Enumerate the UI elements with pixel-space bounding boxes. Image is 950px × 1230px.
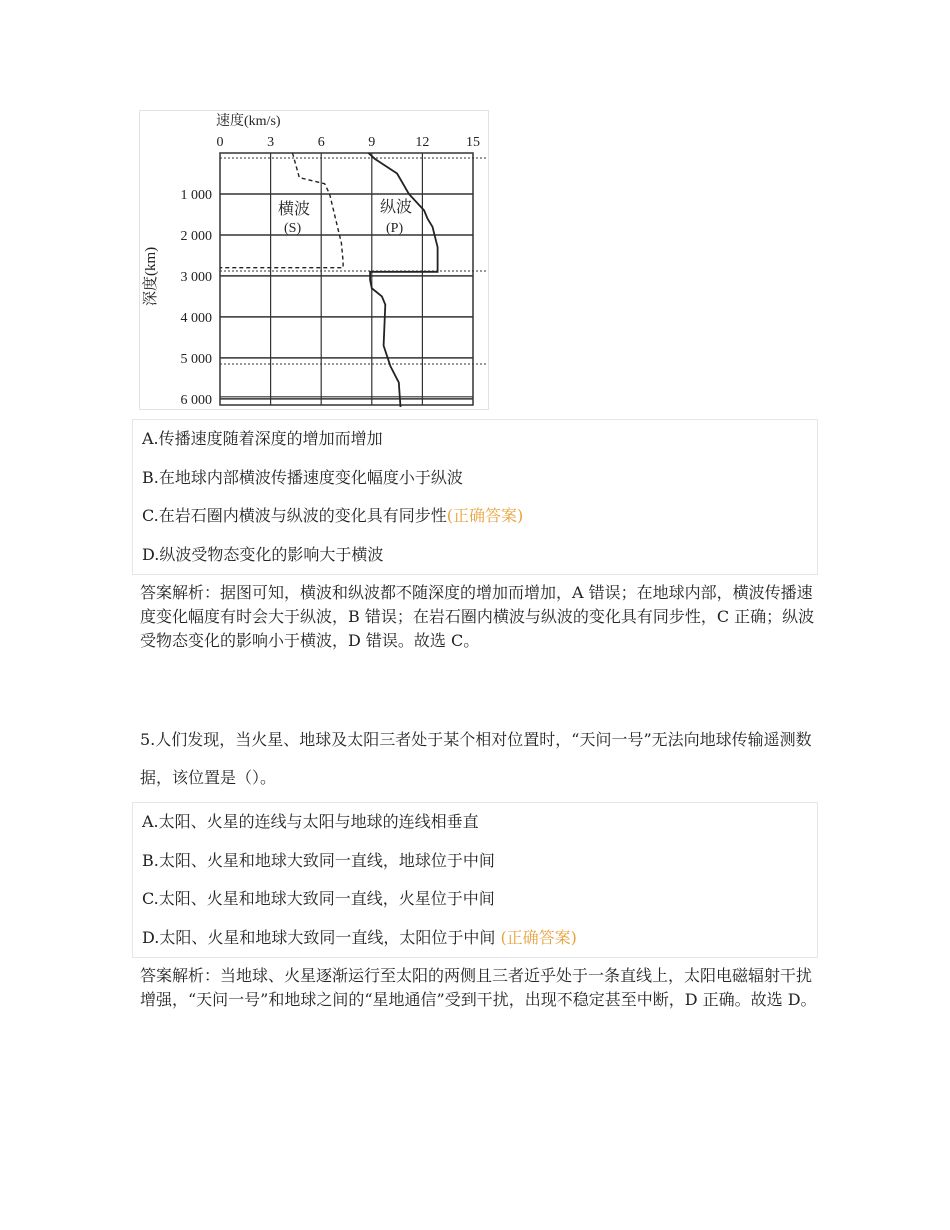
p-wave-sub: (P) — [386, 221, 404, 236]
q5-option-c[interactable] — [133, 880, 817, 919]
q4-option-b-label: B.在地球内部横波传播速度变化幅度小于纵波 — [142, 467, 463, 487]
y-tick-label: 2 000 — [180, 228, 212, 244]
plot-frame — [220, 153, 473, 405]
q4-option-c-label: C.在岩石圈内横波与纵波的变化具有同步性 — [142, 506, 447, 525]
q5-option-c-label: C.太阳、火星和地球大致同一直线，火星位于中间 — [142, 889, 495, 908]
x-tick-label: 9 — [368, 135, 376, 150]
q5-options — [132, 802, 818, 958]
y-tick-label: 4 000 — [180, 310, 212, 326]
q4-option-d-label: D.纵波受物态变化的影响大于横波 — [142, 544, 384, 564]
q5-option-d-correct: (正确答案) — [500, 927, 577, 947]
q5-option-d-label: D.太阳、火星和地球大致同一直线，太阳位于中间 — [142, 927, 501, 947]
q5-explanation: 答案解析：当地球、火星逐渐运行至太阳的两侧且三者近乎处于一条直线上，太阳电磁辐射干扰增强，“天问一号”和地球之间的“星地通信”受到干扰，出现不稳定甚至中断，D 正确。故选 D。 — [140, 966, 817, 1009]
q5-option-b-label: B.太阳、火星和地球大致同一直线，地球位于中间 — [142, 850, 495, 870]
x-axis-title: 速度(km/s) — [216, 114, 281, 129]
y-tick-label: 1 000 — [180, 187, 212, 203]
p-wave-curve — [368, 153, 437, 407]
seismic-wave-chart — [140, 111, 488, 409]
q5-option-d[interactable] — [133, 919, 817, 958]
y-axis-title: 深度(km) — [143, 246, 159, 306]
q4-option-a-label: A.传播速度随着深度的增加而增加 — [142, 429, 383, 448]
seismic-wave-figure — [139, 110, 489, 410]
q4-options — [132, 419, 818, 575]
q4-option-d[interactable] — [133, 536, 817, 575]
q5-question: 5.人们发现，当火星、地球及太阳三者处于某个相对位置时，“天问一号”无法向地球传输遥测数据，该位置是（）。 — [140, 730, 812, 787]
p-wave-label: 纵波 — [380, 199, 413, 216]
y-tick-label: 3 000 — [180, 269, 212, 285]
q4-option-c-correct: (正确答案) — [446, 506, 524, 525]
q4-option-c[interactable] — [133, 497, 817, 536]
y-tick-label: 6 000 — [180, 392, 212, 408]
s-wave-sub: (S) — [284, 221, 302, 236]
q5-option-a-label: A.太阳、火星的连线与太阳与地球的连线相垂直 — [142, 812, 479, 831]
x-tick-label: 3 — [267, 135, 275, 150]
x-tick-label: 12 — [415, 135, 430, 150]
x-tick-label: 6 — [317, 135, 325, 150]
q4-option-b[interactable] — [133, 459, 817, 498]
x-tick-label: 0 — [216, 135, 224, 150]
x-tick-label: 15 — [466, 135, 480, 150]
q4-option-a[interactable] — [133, 420, 817, 459]
q4-explanation: 答案解析：据图可知，横波和纵波都不随深度的增加而增加，A 错误；在地球内部，横波传播速度变化幅度有时会大于纵波，B 错误；在岩石圈内横波与纵波的变化具有同步性，C 正确；纵波受物态变化的影响小于横波，D 错误。故选 C。 — [140, 583, 815, 650]
y-tick-label: 5 000 — [180, 351, 212, 367]
q5-option-b[interactable] — [133, 842, 817, 881]
s-wave-label: 横波 — [278, 201, 311, 218]
q5-option-a[interactable] — [133, 803, 817, 842]
